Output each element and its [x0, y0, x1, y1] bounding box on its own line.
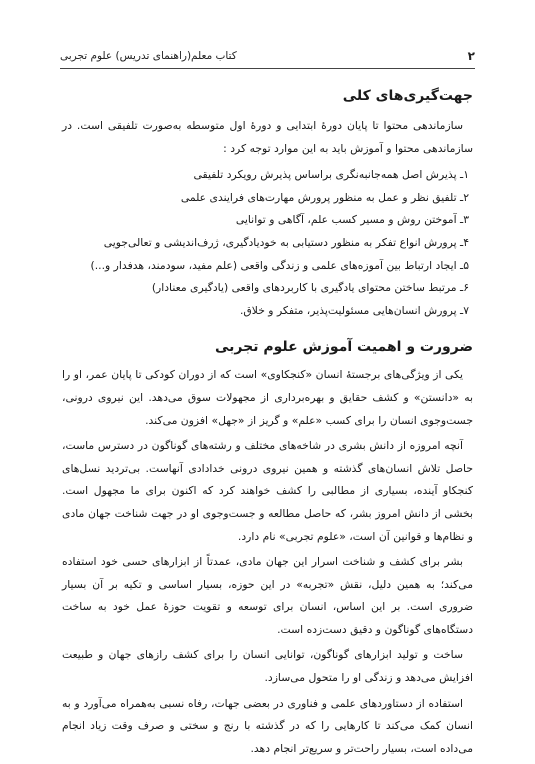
section-heading: ضرورت و اهمیت آموزش علوم تجربی [215, 339, 473, 356]
list-item: ۴ـ پرورش انواع تفکر به منظور دستیابی به خودیادگیری، ژرف‌اندیشی و تعالی‌جویی [103, 235, 469, 249]
section-importance-of-science [62, 337, 473, 760]
orientation-list [62, 164, 473, 322]
page-content [62, 86, 473, 763]
section-general-orientations [62, 86, 473, 322]
body-paragraph: استفاده از دستاوردهای علمی و فناوری در بعضی جهات، رفاه نسبی به‌همراه می‌آورد و به انسان کمک می‌کند تا کارهایی را که در گذشته با رنج و سختی و صرف وقت زیاد انجام می‌داده است، بسیار راحت‌تر و سریع‌تر انجام دهد. [62, 696, 473, 755]
list-item: ۱ـ پذیرش اصل همه‌جانبه‌نگری براساس پذیرش رویکرد تلفیقی [193, 168, 469, 182]
book-title: کتاب معلم(راهنمای تدریس) علوم تجربی [60, 50, 237, 62]
page-header [60, 47, 475, 65]
header-divider [60, 68, 475, 69]
body-paragraph: یکی از ویژگی‌های برجستهٔ انسان «کنجکاوی» است که از دوران کودکی تا پایان عمر، او را به «دانستن» و کشف حقایق و بهره‌برداری از مجهولات سوق می‌دهد. این نیروی درونی، جست‌وجوی انسان را برای کسب «علم» و گریز از «جهل» افزون می‌کند. [62, 368, 473, 427]
body-paragraph: بشر برای کشف و شناخت اسرار این جهان مادی، عمدتاً از ابزارهای حسی خود استفاده می‌کند؛ به همین دلیل، نقش «تجربه» در این حوزه، بسیار اساسی و تکیه بر آن بسیار ضروری است. بر این اساس، انسان برای توسعه و تقویت حوزهٔ عمل خود به ساخت دستگاه‌های گوناگون و دقیق دست‌زده است. [62, 555, 473, 636]
body-paragraph: آنچه امروزه از دانش بشری در شاخه‌های مختلف و رشته‌های گوناگون در دسترس ماست، حاصل تلاش انسان‌های گذشته و همین نیروی درونی خدادادی آنهاست. بی‌تردید نسل‌های کنجکاو آینده، بسیاری از مطالبی را کشف خواهند کرد که اکنون برای ما مجهول است. بخشی از دانش امروز بشر، که حاصل مطالعه و جست‌وجوی او در جهت شناخت جهان مادی و نظام‌ها و قوانین آن است، «علوم تجربی» نام دارد. [62, 439, 473, 543]
section-intro-paragraph: سازماندهی محتوا تا پایان دورهٔ ابتدایی و دورهٔ اول متوسطه به‌صورت تلفیقی است. در سازماندهی محتوا و آموزش باید به این موارد توجه کرد : [62, 119, 473, 155]
page-number: ۲ [467, 49, 475, 63]
list-item: ۷ـ پرورش انسان‌هایی مسئولیت‌پذیر، متفکر و خلاق. [239, 303, 469, 317]
list-item: ۲ـ تلفیق نظر و عمل به منظور پرورش مهارت‌های فرایندی علمی [180, 190, 469, 204]
list-item: ۶ـ مرتبط ساختن محتوای یادگیری با کاربردهای واقعی (یادگیری معنادار) [151, 281, 469, 295]
list-item: ۳ـ آموختن روش و مسیر کسب علم، آگاهی و توانایی [235, 213, 469, 227]
section-heading: جهت‌گیری‌های کلی [342, 88, 473, 104]
list-item: ۵ـ ایجاد ارتباط بین آموزه‌های علمی و زندگی واقعی (علم مفید، سودمند، هدفدار و...) [90, 258, 469, 272]
body-paragraph: ساخت و تولید ابزارهای گوناگون، توانایی انسان را برای کشف رازهای جهان و طبیعت افزایش می‌دهد و زندگی او را متحول می‌سازد. [62, 648, 473, 685]
